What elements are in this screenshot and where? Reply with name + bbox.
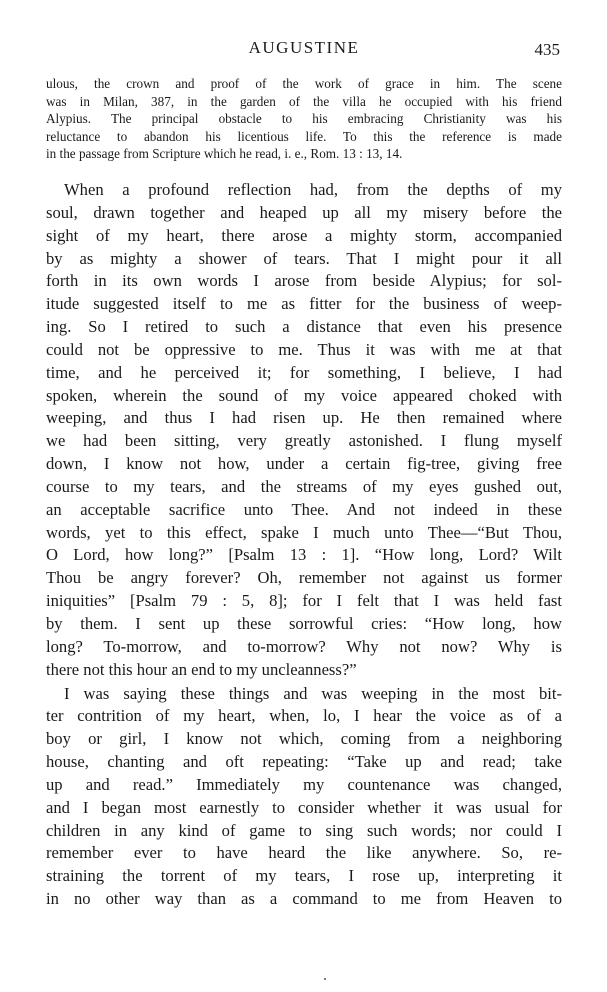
text-line: time, and he perceived it; for something, I believe, I had <box>46 362 562 382</box>
note-line: in the passage from Scripture which he read, i. e., Rom. 13 : 13, 14. <box>46 146 403 162</box>
paragraph-1 <box>46 179 562 682</box>
text-line: itude suggested itself to me as fitter for the business of weep- <box>46 294 562 314</box>
note-line: ulous, the crown and proof of the work of grace in him. The scene <box>46 76 562 91</box>
running-title: AUGUSTINE <box>248 38 360 57</box>
text-line: Thou be angry forever? Oh, remember not against us former <box>46 568 562 588</box>
text-line: forth in its own words I arose from beside Alypius; for sol- <box>46 271 562 291</box>
text-line: O Lord, how long?” [Psalm 13 : 1]. “How long, Lord? Wilt <box>46 545 562 565</box>
text-line: could not be oppressive to me. Thus it was with me at that <box>46 339 562 359</box>
note-line: reluctance to abandon his licentious life. To this the reference is made <box>46 128 562 144</box>
text-line: When a profound reflection had, from the depths of my <box>64 179 562 199</box>
text-line: iniquities” [Psalm 79 : 5, 8]; for I felt that I was held fast <box>46 591 562 611</box>
running-header <box>46 38 562 68</box>
print-speck <box>324 978 326 980</box>
text-line: by them. I sent up these sorrowful cries: “How long, how <box>46 614 562 633</box>
text-line: spoken, wherein the sound of my voice appeared choked with <box>46 385 562 405</box>
note-line: Alypius. The principal obstacle to his embracing Christianity was his <box>46 111 562 127</box>
text-line: in no other way than as a command to me from Heaven to <box>46 889 562 909</box>
text-line: boy or girl, I know not which, coming from a neighboring <box>46 729 562 749</box>
text-line: sight of my heart, there arose a mighty storm, accompanied <box>46 225 562 245</box>
text-line: an acceptable sacrifice unto Thee. And not indeed in these <box>46 499 562 519</box>
text-line: long? To-morrow, and to-morrow? Why not now? Why is <box>46 636 562 656</box>
text-line: course to my tears, and the streams of my eyes gushed out, <box>46 476 562 496</box>
text-line: we had been sitting, very greatly astonished. I flung myself <box>46 431 562 451</box>
text-line: ing. So I retired to such a distance that even his presence <box>46 317 562 337</box>
text-line: house, chanting and oft repeating: “Take up and read; take <box>46 752 562 772</box>
note-line: was in Milan, 387, in the garden of the villa he occupied with his friend <box>46 93 562 109</box>
text-line: by as mighty a shower of tears. That I might pour it all <box>46 248 562 268</box>
text-line: I was saying these things and was weeping in the most bit- <box>64 683 562 703</box>
introductory-note <box>46 75 562 163</box>
text-line: children in any kind of game to sing such words; nor could I <box>46 820 562 840</box>
page-number: 435 <box>534 40 560 59</box>
main-text <box>46 179 562 911</box>
text-line: straining the torrent of my tears, I rose up, interpreting it <box>46 866 562 886</box>
text-line: words, yet to this effect, spake I much unto Thee—“But Thou, <box>46 522 562 542</box>
text-line: and I began most earnestly to consider whether it was usual for <box>46 797 562 817</box>
text-line: remember ever to have heard the like anywhere. So, re- <box>46 843 562 863</box>
book-page <box>46 38 562 911</box>
text-line: there not this hour an end to my uncleanness?” <box>46 659 357 679</box>
text-line: ter contrition of my heart, when, lo, I hear the voice as of a <box>46 706 562 726</box>
paragraph-2 <box>46 683 562 911</box>
text-line: weeping, and thus I had risen up. He then remained where <box>46 408 562 428</box>
text-line: up and read.” Immediately my countenance was changed, <box>46 774 562 794</box>
text-line: soul, drawn together and heaped up all my misery before the <box>46 202 562 222</box>
text-line: down, I know not how, under a certain fig-tree, giving free <box>46 454 562 474</box>
